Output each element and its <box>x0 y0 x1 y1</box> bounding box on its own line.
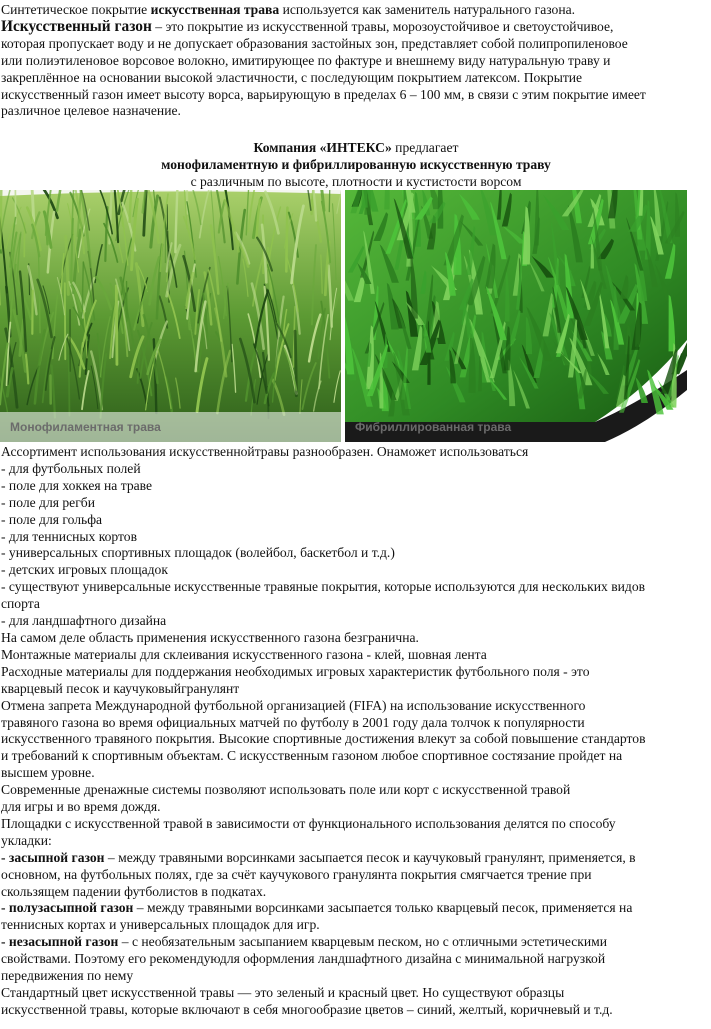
lawn-type-line <box>0 900 711 917</box>
definition-text: – это покрытие из искусственной травы, морозоустойчивое и светоустойчивое, <box>151 18 614 34</box>
list-item: - универсальных спортивных площадок (волейбол, баскетбол и т.д.) <box>1 545 395 561</box>
monofilament-grass-photo <box>0 190 341 442</box>
lawn-type-text: теннисных кортах и универсальных площадок для игр. <box>1 917 320 933</box>
list-item: - детских игровых площадок <box>1 562 168 578</box>
lawn-type-text: основном, на футбольных полях, где за счёт каучукового гранулянта покрытия смягчается трение при <box>1 866 592 882</box>
list-item: - для теннисных кортов <box>1 528 138 544</box>
intro-section <box>0 2 711 120</box>
list-item: - поле для хоккея на траве <box>1 477 153 493</box>
definition-line <box>0 19 711 36</box>
fibrillated-caption: Фибриллированная трава <box>355 420 512 435</box>
paragraph-line: высшем уровне. <box>1 765 95 781</box>
paragraphs <box>0 630 711 850</box>
paragraph-line: Расходные материалы для поддержания необходимых игровых характеристик футбольного поля - это <box>1 663 590 679</box>
list-item: - поле для регби <box>1 494 95 510</box>
definition-text: закреплённое на основании высокой эластичности, с последующим покрытием латексом. Покрытие <box>1 69 583 85</box>
intro-bold-term: искусственная трава <box>150 2 280 17</box>
company-name: Компания «ИНТЕКС» <box>253 140 392 155</box>
offer-heading <box>0 140 711 191</box>
list-item: - для ландшафтного дизайна <box>1 613 167 629</box>
lawn-type-text: свойствами. Поэтому его рекомендуюдля оформления ландшафтного дизайна с минимальной нагрузкой <box>1 951 606 967</box>
fibrillated-grass-photo <box>345 190 687 442</box>
product-subtitle: с различным по высоте, плотности и кустистости ворсом <box>190 173 522 189</box>
lawn-type-line <box>0 934 711 951</box>
lawn-type-text: – между травяными ворсинками засыпается песок и каучуковый гранулянт, применяется, в <box>104 849 636 865</box>
product-name: монофиламентную и фибриллированную искусственную траву <box>161 156 551 172</box>
list-item: спорта <box>1 596 40 612</box>
usage-list <box>0 461 711 630</box>
list-item: - поле для гольфа <box>1 511 103 527</box>
paragraph-line: укладки: <box>1 832 52 848</box>
paragraph-line: Монтажные материалы для склеивания искусственного газона - клей, шовная лента <box>1 646 487 662</box>
paragraph-line: На самом деле область применения искусственного газона безгранична. <box>1 629 419 645</box>
lawn-type-term: - засыпной газон <box>1 849 105 865</box>
intro-line <box>0 2 711 19</box>
paragraph-line: для игры и во время дождя. <box>1 799 161 815</box>
company-text: предлагает <box>391 140 459 155</box>
lawn-type-term: - полузасыпной газон <box>1 900 134 916</box>
company-line <box>0 140 711 157</box>
lawn-type-text: скользящем падении футболистов в подкатах. <box>1 883 267 899</box>
lawn-type-text: передвижения по нему <box>1 968 134 984</box>
fibrillated-grass-image <box>345 190 687 442</box>
monofilament-caption: Монофиламентная трава <box>10 420 161 435</box>
grass-photos <box>0 190 711 442</box>
definition-text: которая пропускает воду и не допускает образования застойных зон, представляет собой полипропиленовое <box>1 35 628 51</box>
paragraph-line: травяного газона во время официальных матчей по футболу в 2001 году дала толчок к популярности <box>1 714 585 730</box>
body-section <box>0 444 711 1019</box>
usage-intro: Ассортимент использования искусственнойтравы разнообразен. Онаможет использоваться <box>1 444 529 459</box>
definition-text: или полиэтиленовое ворсовое волокно, имитирующее по фактуре и внешнему виду натуральную траву и <box>1 52 611 68</box>
lawn-types <box>0 850 711 985</box>
paragraph-line: Отмена запрета Международной футбольной организацией (FIFA) на использование искусственного <box>1 697 586 713</box>
product-line <box>0 157 711 174</box>
closing-line: искусственной травы, которые включают в себя многообразие цветов – синий, желтый, коричневый и т.д. <box>1 1001 613 1017</box>
lawn-type-line <box>0 850 711 867</box>
paragraph-line: Современные дренажные системы позволяют использовать поле или корт с искусственной травой <box>1 782 571 798</box>
intro-text: используется как заменитель натурального газона. <box>279 2 576 17</box>
intro-text: Синтетическое покрытие <box>1 2 151 17</box>
monofilament-grass-image <box>0 190 341 442</box>
lawn-type-term: - незасыпной газон <box>1 934 119 950</box>
lawn-type-text: – с необязательным засыпанием кварцевым песком, но с отличными эстетическими <box>118 934 608 950</box>
paragraph-line: Площадки с искусственной травой в зависимости от функционального использования делятся по способу <box>1 815 616 831</box>
definition-term: Искусственный газон <box>1 17 152 35</box>
paragraph-line: кварцевый песок и каучуковыйгранулянт <box>1 680 240 696</box>
lawn-type-text: – между травяными ворсинками засыпается только кварцевый песок, применяется на <box>133 900 633 916</box>
paragraph-line: и требований к спортивным объектам. С искусственным газоном любое спортивное состязание пройдет на <box>1 748 623 764</box>
definition-text: искусственный газон имеет высоту ворса, варьирующую в пределах 6 – 100 мм, в связи с этим покрытие имеет <box>1 86 646 102</box>
paragraph-line: искусственного травяного покрытия. Высокие спортивные достижения влекут за собой повышение стандартов <box>1 731 646 747</box>
list-item: - существуют универсальные искусственные травяные покрытия, которые используются для нескольких видов <box>1 579 646 595</box>
closing <box>0 985 711 1019</box>
list-item: - для футбольных полей <box>1 460 141 476</box>
closing-line: Стандартный цвет искусственной травы — это зеленый и красный цвет. Но существуют образцы <box>1 985 565 1000</box>
definition-text: различное целевое назначение. <box>1 103 181 119</box>
